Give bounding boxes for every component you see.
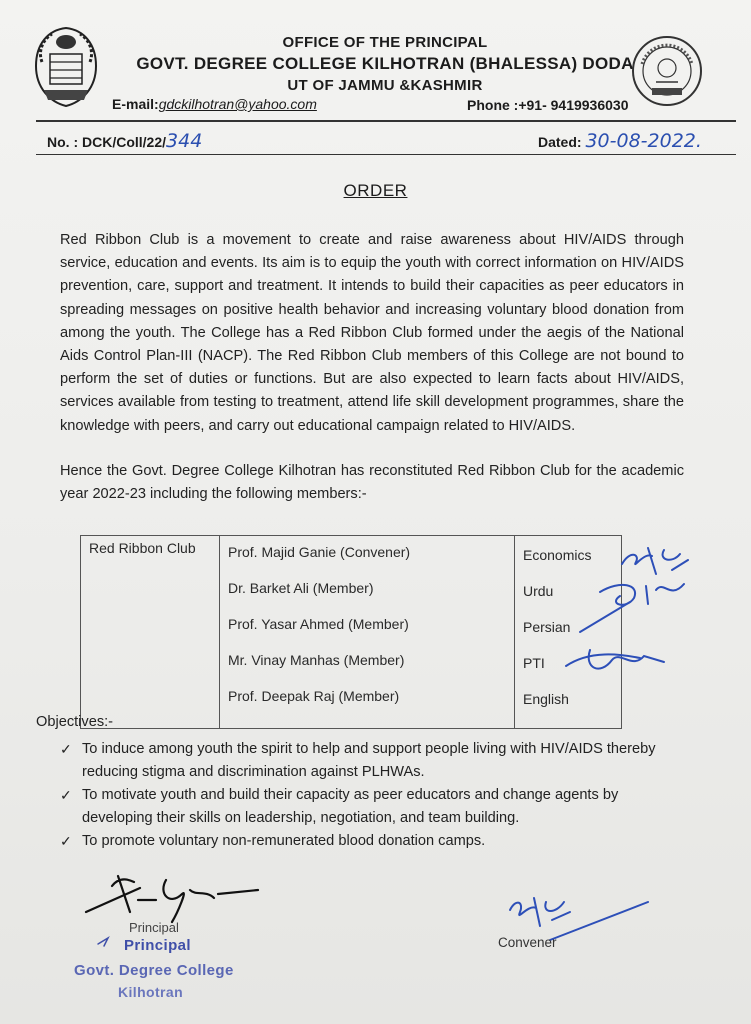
list-item [60,784,674,830]
date-handwritten: 30-08-2022. [585,130,702,152]
phone-number: Phone :+91- 9419936030 [467,97,629,113]
reference-rule [36,154,736,155]
office-title: OFFICE OF THE PRINCIPAL [282,34,488,51]
reference-handwritten: 344 [166,130,203,152]
member-subject: English [523,691,569,707]
member-name: Prof. Yasar Ahmed (Member) [228,616,409,632]
list-item [60,738,674,784]
jk-emblem-icon [28,22,104,110]
convener-signature [480,880,680,970]
objectives-list [60,738,674,853]
reconstitution-paragraph: Hence the Govt. Degree College Kilhotran has reconstituted Red Ribbon Club for the academic year 2022-23 including the following members:- [60,463,684,503]
member-subject: Urdu [523,583,554,599]
order-title: ORDER [343,181,408,200]
signature-urdu [580,584,684,632]
date-label: Dated: [538,134,582,150]
college-name: GOVT. DEGREE COLLEGE KILHOTRAN (BHALESSA) DODA [136,54,634,73]
list-item [60,830,674,853]
reference-label: No. : DCK/Coll/22/ [47,134,167,150]
email-line [112,96,317,112]
stamp-place: Kilhotran [118,984,184,1000]
ut-name: UT OF JAMMU &KASHMIR [287,77,483,94]
stamp-principal: Principal [124,937,191,954]
checkmark-icon: ✓ [60,741,72,757]
member-name: Dr. Barket Ali (Member) [228,580,374,596]
member-name: Prof. Majid Ganie (Convener) [228,544,411,560]
member-name: Prof. Deepak Raj (Member) [228,688,400,704]
signature-economics [622,548,688,574]
signature-pti [566,650,664,669]
order-body-paragraph: Red Ribbon Club is a movement to create and raise awareness about HIV/AIDS through service, education and events. Its aim is to equip the youth with correct information on HIV/AIDS prevention, care, support and treatment. It intends to build their capacities as peer educators in spreading messages on positive health behavior and increasing voluntary blood donation from among the youth. The College has a Red Ribbon Club formed under the aegis of the National Aids Control Plan-III (NACP). The Red Ribbon Club members of this College are not bound to perform the set of duties or functions. But are also expected to learn facts about HIV/AIDS, services available from testing to treatment, attend life skill development programmes, share the knowledge with peers, and carry out educational campaign related to HIV/AIDS. [60,232,684,434]
objective-text: To promote voluntary non-remunerated blood donation camps. [82,833,486,849]
principal-caption: Principal [129,920,179,935]
email-link[interactable]: gdckilhotran@yahoo.com [158,96,317,112]
table-row [81,536,622,729]
member-subject: Persian [523,619,571,635]
member-subject: Economics [523,547,592,563]
convener-caption: Convener [498,935,557,950]
email-label: E-mail: [112,96,159,112]
reference-number [47,130,202,152]
club-name-cell [81,536,220,729]
objectives-heading: Objectives:- [36,714,114,730]
member-names-cell [220,536,515,729]
college-seal-icon [630,34,704,108]
member-subject: PTI [523,655,545,671]
members-table [80,535,622,729]
checkmark-icon: ✓ [60,833,72,849]
date-line [538,130,702,152]
stamp-college: Govt. Degree College [74,962,234,979]
checkmark-icon: ✓ [60,787,72,803]
objective-text: To motivate youth and build their capacity as peer educators and change agents by developing their skills on leadership, negotiation, and team building. [82,787,619,826]
member-name: Mr. Vinay Manhas (Member) [228,652,405,668]
header-rule [36,120,736,122]
member-signatures [560,540,710,700]
club-name: Red Ribbon Club [89,540,196,556]
objective-text: To induce among youth the spirit to help and support people living with HIV/AIDS thereby reducing stigma and discrimination against PLHWAs. [82,741,656,780]
